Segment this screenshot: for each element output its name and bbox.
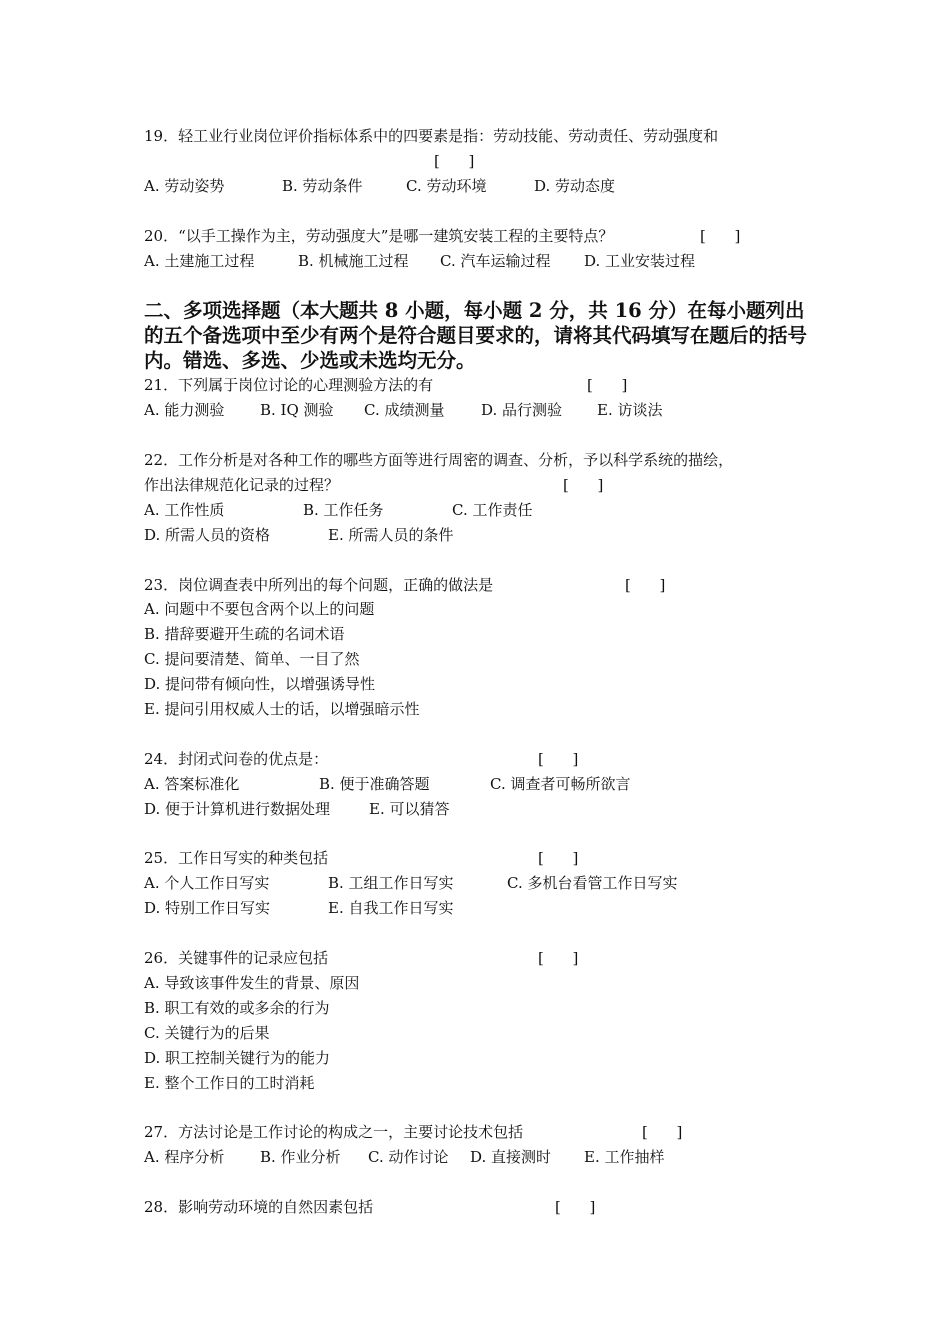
question-26-option-b: B. 职工有效的或多余的行为 <box>144 999 330 1017</box>
question-25-stem: 25．工作日写实的种类包括 <box>144 849 329 867</box>
question-25-option-b: B. 工组工作日写实 <box>328 874 454 892</box>
question-22-option-b: B. 工作任务 <box>303 501 384 519</box>
question-24-option-d: D. 便于计算机进行数据处理 <box>144 800 331 818</box>
question-23-answer-bracket: [ ] <box>625 576 666 594</box>
question-23-option-d: D. 提问带有倾向性，以增强诱导性 <box>144 675 376 693</box>
question-19-option-b: B. 劳动条件 <box>282 177 363 195</box>
question-21-option-e: E. 访谈法 <box>597 401 663 419</box>
question-19-answer-bracket: [ ] <box>434 152 475 170</box>
question-21-answer-bracket: [ ] <box>587 376 628 394</box>
question-27-option-d: D. 直接测时 <box>470 1148 552 1166</box>
question-23-option-a: A. 问题中不要包含两个以上的问题 <box>144 600 375 618</box>
question-19-stem: 19．轻工业行业岗位评价指标体系中的四要素是指：劳动技能、劳动责任、劳动强度和 <box>144 127 719 145</box>
question-20-option-b: B. 机械施工过程 <box>298 252 409 270</box>
question-27-answer-bracket: [ ] <box>642 1123 683 1141</box>
question-24-option-c: C. 调查者可畅所欲言 <box>490 775 631 793</box>
question-25-answer-bracket: [ ] <box>538 849 579 867</box>
question-24-stem: 24．封闭式问卷的优点是： <box>144 750 329 768</box>
question-24-option-e: E. 可以猜答 <box>369 800 450 818</box>
question-26-option-c: C. 关键行为的后果 <box>144 1024 270 1042</box>
question-19-option-a: A. 劳动姿势 <box>144 177 225 195</box>
question-23-option-e: E. 提问引用权威人士的话，以增强暗示性 <box>144 700 420 718</box>
question-25-option-e: E. 自我工作日写实 <box>328 899 454 917</box>
question-27-option-e: E. 工作抽样 <box>584 1148 665 1166</box>
question-23-option-b: B. 措辞要避开生疏的名词术语 <box>144 625 345 643</box>
question-19-option-d: D. 劳动态度 <box>534 177 616 195</box>
question-21-stem: 21．下列属于岗位讨论的心理测验方法的有 <box>144 376 434 394</box>
question-22-answer-bracket: [ ] <box>563 476 604 494</box>
question-19-option-c: C. 劳动环境 <box>406 177 487 195</box>
question-27-option-a: A. 程序分析 <box>144 1148 225 1166</box>
question-21-option-c: C. 成绩测量 <box>364 401 445 419</box>
question-24-answer-bracket: [ ] <box>538 750 579 768</box>
question-22-stem-line-2: 作出法律规范化记录的过程？ <box>144 476 340 494</box>
question-20-option-d: D. 工业安装过程 <box>584 252 696 270</box>
question-24-option-a: A. 答案标准化 <box>144 775 240 793</box>
question-20-option-c: C. 汽车运输过程 <box>440 252 551 270</box>
question-26-option-d: D. 职工控制关键行为的能力 <box>144 1049 331 1067</box>
question-21-option-a: A. 能力测验 <box>144 401 225 419</box>
section-2-heading: 二、多项选择题（本大题共 8 小题，每小题 2 分，共 16 分）在每小题列出的五个备选项中至少有两个是符合题目要求的，请将其代码填写在题后的括号内。错选、多选、少选或未选均无分。 <box>144 299 808 372</box>
question-21-option-d: D. 品行测验 <box>481 401 563 419</box>
question-22-option-c: C. 工作责任 <box>452 501 533 519</box>
question-27-option-c: C. 动作讨论 <box>368 1148 449 1166</box>
question-22-option-a: A. 工作性质 <box>144 501 225 519</box>
question-28-stem: 28．影响劳动环境的自然因素包括 <box>144 1198 374 1216</box>
question-20-answer-bracket: [ ] <box>700 227 741 245</box>
question-27-option-b: B. 作业分析 <box>260 1148 341 1166</box>
question-27-stem: 27．方法讨论是工作讨论的构成之一，主要讨论技术包括 <box>144 1123 524 1141</box>
question-22-option-e: E. 所需人员的条件 <box>328 526 454 544</box>
question-28-answer-bracket: [ ] <box>555 1198 596 1216</box>
question-26-option-a: A. 导致该事件发生的背景、原因 <box>144 974 360 992</box>
question-25-option-d: D. 特别工作日写实 <box>144 899 271 917</box>
question-20-option-a: A. 土建施工过程 <box>144 252 255 270</box>
question-20-stem: 20．“以手工操作为主，劳动强度大”是哪一建筑安装工程的主要特点？ <box>144 227 614 245</box>
question-26-option-e: E. 整个工作日的工时消耗 <box>144 1074 315 1092</box>
question-26-stem: 26．关键事件的记录应包括 <box>144 949 329 967</box>
question-21-option-b: B. IQ 测验 <box>260 401 334 419</box>
question-22-stem-line-1: 22．工作分析是对各种工作的哪些方面等进行周密的调查、分析，予以科学系统的描绘， <box>144 451 734 469</box>
question-23-stem: 23．岗位调查表中所列出的每个问题，正确的做法是 <box>144 576 494 594</box>
question-24-option-b: B. 便于准确答题 <box>319 775 430 793</box>
question-25-option-c: C. 多机台看管工作日写实 <box>507 874 678 892</box>
question-23-option-c: C. 提问要清楚、简单、一目了然 <box>144 650 360 668</box>
question-26-answer-bracket: [ ] <box>538 949 579 967</box>
question-25-option-a: A. 个人工作日写实 <box>144 874 270 892</box>
question-22-option-d: D. 所需人员的资格 <box>144 526 271 544</box>
